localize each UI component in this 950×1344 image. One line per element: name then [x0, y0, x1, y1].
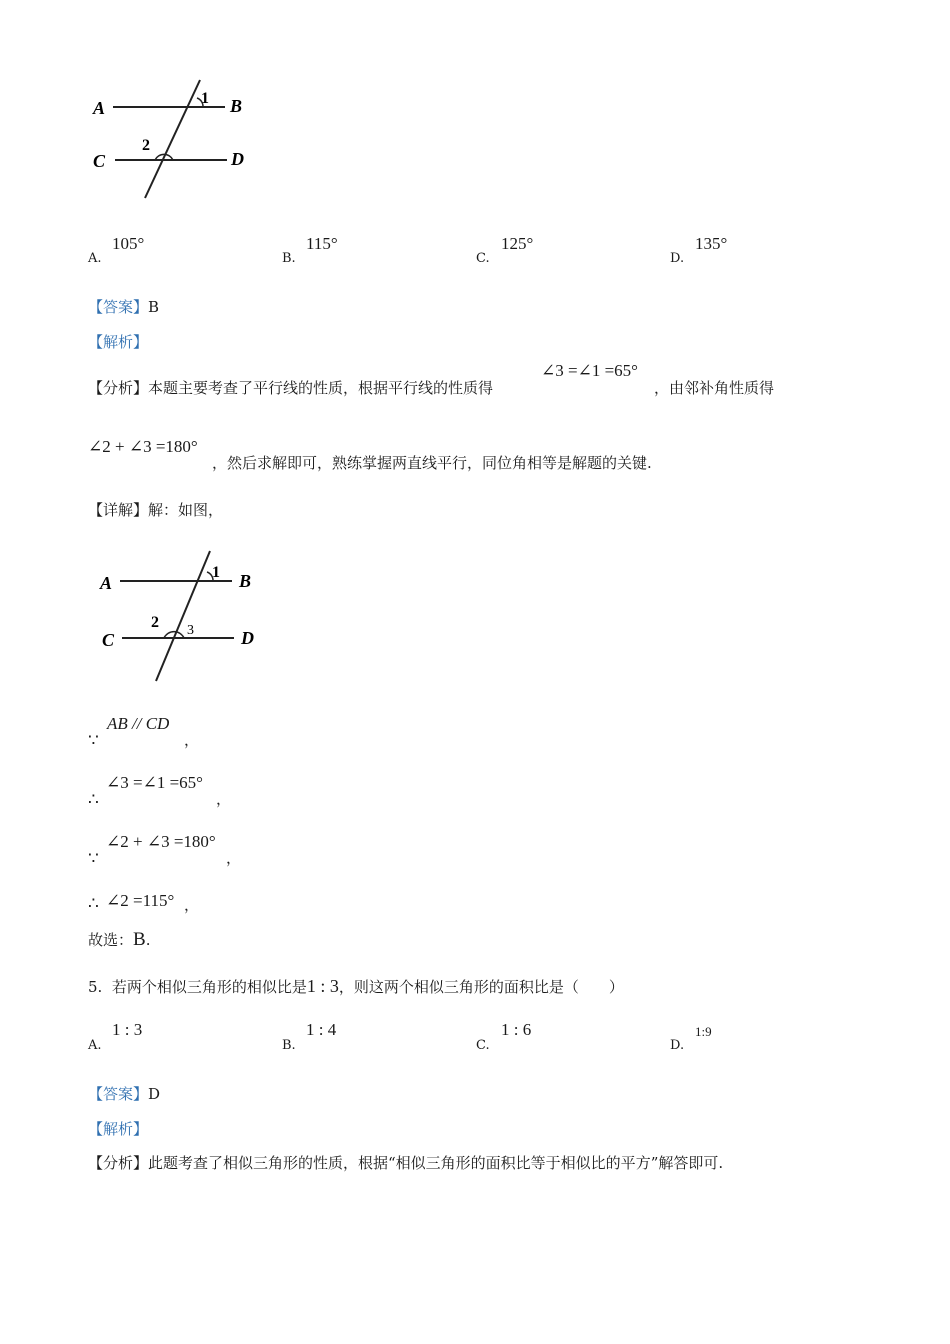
q5-analysis-tag: 【分析】 [88, 1154, 149, 1172]
q5-option-d-letter: D. [670, 1038, 685, 1053]
q5-answer-tag: 【答案】 [88, 1085, 149, 1103]
q4-choose-line [88, 929, 150, 951]
q4-choose-text: 故选： [88, 931, 134, 949]
label-angle-2: 2 [142, 137, 150, 154]
step4-tail: ， [184, 896, 200, 914]
q4-jiexi-tag: 【解析】 [88, 333, 149, 351]
q5-option-c-letter: C. [476, 1038, 490, 1053]
label-c: C [102, 630, 115, 650]
q4-analysis-tag: 【分析】 [88, 379, 149, 397]
step1-symbol: ∵ [88, 731, 99, 751]
parallel-lines-figure-2 [92, 545, 267, 685]
q5-analysis-line [88, 1152, 723, 1173]
q5-option-b-value: 1 : 4 [306, 1020, 337, 1039]
step1-tail: ， [184, 731, 200, 749]
q5-question-ratio: 1 : 3 [306, 976, 339, 996]
step4-symbol: ∴ [88, 894, 99, 914]
step4-math: ∠2 =115° [106, 891, 175, 910]
q4-answer-tag: 【答案】 [88, 298, 149, 316]
label-angle-2: 2 [151, 614, 159, 631]
q4-answer-line [88, 296, 159, 317]
q4-detail-text: 解：如图， [148, 501, 224, 519]
q5-option-a-letter: A. [88, 1038, 102, 1053]
q5-answer-line [88, 1083, 160, 1104]
q5-option-d-value: 1:9 [695, 1024, 712, 1039]
q4-option-d-letter: D. [670, 251, 685, 266]
q4-option-c-letter: C. [476, 251, 490, 266]
q4-option-a-value: 105° [112, 234, 145, 253]
q5-option-a-value: 1 : 3 [112, 1020, 143, 1039]
step3-math: ∠2 + ∠3 =180° [106, 832, 216, 851]
q4-analysis-text3: ，然后求解即可，熟练掌握两直线平行，同位角相等是解题的关键. [212, 454, 652, 472]
q4-analysis-line1 [88, 377, 493, 398]
q4-analysis-text1: 本题主要考查了平行线的性质，根据平行线的性质得 [148, 379, 494, 397]
q4-option-b-letter: B. [282, 251, 296, 266]
q4-analysis-text2: ，由邻补角性质得 [654, 379, 775, 397]
q4-choose-value: B [133, 929, 146, 950]
step3-symbol: ∵ [88, 849, 99, 869]
q4-detail-line [88, 499, 223, 520]
step2-math: ∠3 =∠1 =65° [106, 773, 203, 792]
parallel-lines-figure-1 [85, 72, 255, 207]
q4-analysis-math1: ∠3 =∠1 =65° [541, 361, 638, 380]
q5-question-text1: 若两个相似三角形的相似比是 [111, 978, 307, 996]
label-angle-1: 1 [212, 564, 220, 581]
label-a: A [93, 98, 106, 118]
label-d: D [241, 628, 254, 648]
q5-answer-value: D [148, 1085, 161, 1103]
q5-option-c-value: 1 : 6 [501, 1020, 532, 1039]
q4-choose-end: . [145, 931, 151, 949]
q5-question [88, 976, 624, 997]
step1-math: AB // CD [107, 714, 170, 733]
label-b: B [230, 96, 243, 116]
step2-tail: ， [216, 790, 232, 808]
q4-option-a-letter: A. [88, 251, 102, 266]
q4-answer-value: B [148, 298, 160, 316]
q4-detail-tag: 【详解】 [88, 501, 149, 519]
label-a: A [100, 573, 113, 593]
label-angle-3: 3 [187, 623, 194, 638]
q4-option-c-value: 125° [501, 234, 534, 253]
label-c: C [93, 151, 106, 171]
label-d: D [231, 149, 244, 169]
figure1-lines [113, 80, 227, 198]
step2-symbol: ∴ [88, 790, 99, 810]
q4-option-b-value: 115° [306, 234, 338, 253]
transversal [156, 551, 210, 681]
q5-question-text2: ，则这两个相似三角形的面积比是（ ） [338, 978, 624, 996]
q5-number: 5. [88, 978, 103, 996]
q5-jiexi-tag: 【解析】 [88, 1120, 149, 1138]
q4-option-d-value: 135° [695, 234, 728, 253]
transversal [145, 80, 200, 198]
q4-analysis-math2: ∠2 + ∠3 =180° [88, 437, 198, 456]
label-angle-1: 1 [201, 90, 209, 107]
step3-tail: ， [226, 849, 242, 867]
q5-analysis-text: 此题考查了相似三角形的性质，根据“相似三角形的面积比等于相似比的平方”解答即可. [148, 1154, 724, 1172]
label-b: B [239, 571, 252, 591]
q5-option-b-letter: B. [282, 1038, 296, 1053]
